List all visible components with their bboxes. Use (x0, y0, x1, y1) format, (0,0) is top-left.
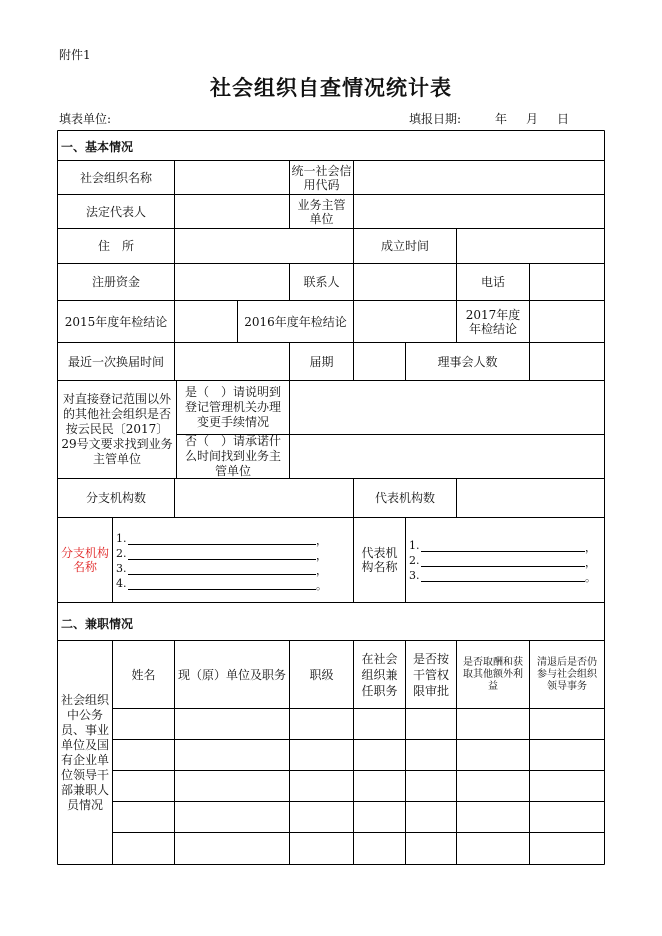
section2-title: 二、兼职情况 (61, 617, 134, 631)
branch-count-label: 分支机构数 (85, 491, 146, 505)
phone-label: 电话 (480, 275, 505, 289)
established-label: 成立时间 (380, 239, 429, 253)
day-label: 日 (557, 112, 570, 126)
yes-option: 是（ ）请说明到登记管理机关办理变更手续情况 (184, 385, 281, 429)
rep-item-3-num: 3. (409, 569, 420, 582)
rep-item-2-end: ， (585, 556, 596, 569)
branch-names-label: 分支机构名称 (61, 546, 110, 574)
check2015-label: 2015年度年检结论 (64, 314, 168, 329)
supervisor-label: 业务主管单位 (297, 197, 346, 226)
attachment-label: 附件1 (59, 48, 91, 62)
rep-names-label: 代表机构名称 (361, 546, 398, 574)
check2016-label: 2016年度年检结论 (244, 314, 347, 329)
section1-title: 一、基本情况 (61, 140, 134, 154)
credit-code-label: 统一社会信用代码 (291, 163, 352, 192)
fill-date-label: 填报日期: (409, 112, 462, 126)
rep-item-3-end: 。 (585, 571, 596, 584)
rep-item-2-num: 2. (409, 554, 420, 567)
branch-item-2-end: ， (316, 549, 327, 562)
page-title: 社会组织自查情况统计表 (210, 76, 452, 100)
branch-item-1-num: 1. (116, 532, 127, 545)
branch-item-1-line[interactable] (128, 544, 316, 545)
address-label: 住 所 (97, 239, 134, 253)
term-label: 届期 (309, 354, 334, 369)
col-name: 姓名 (131, 667, 156, 682)
last-election-label: 最近一次换届时间 (67, 354, 164, 369)
council-count-label: 理事会人数 (437, 354, 498, 369)
scope-question: 对直接登记范围以外的其他社会组织是否按云民民〔2017〕29号文要求找到业务主管单位 (61, 392, 173, 466)
rep-count-label: 代表机构数 (374, 491, 435, 505)
col-org-position: 在社会组织兼任职务 (361, 651, 398, 698)
branch-item-2-line[interactable] (128, 559, 316, 560)
part-time-row-label: 社会组织中公务员、事业单位及国有企业单位领导干部兼职人员情况 (61, 692, 110, 812)
branch-item-4-num: 4. (116, 577, 127, 590)
branch-item-3-line[interactable] (128, 574, 316, 575)
col-paid: 是否取酬和获取其他额外利益 (463, 656, 523, 692)
no-option: 否（ ）请承诺什么时间找到业务主管单位 (184, 434, 281, 478)
year-label: 年 (495, 112, 508, 126)
branch-item-4-line[interactable] (128, 589, 316, 590)
branch-item-2-num: 2. (116, 547, 127, 560)
col-unit-position: 现（原）单位及职务 (177, 667, 286, 682)
legal-rep-label: 法定代表人 (85, 204, 146, 219)
branch-item-3-num: 3. (116, 562, 127, 575)
rep-item-3-line[interactable] (421, 581, 585, 582)
rep-item-1-line[interactable] (421, 551, 585, 552)
contact-label: 联系人 (303, 275, 340, 289)
col-retired: 清退后是否仍参与社会组织领导事务 (537, 656, 597, 692)
rep-item-1-num: 1. (409, 539, 420, 552)
rep-item-2-line[interactable] (421, 566, 585, 567)
fill-unit-label: 填表单位: (59, 112, 112, 126)
capital-label: 注册资金 (91, 275, 140, 289)
branch-item-1-end: ， (316, 534, 327, 547)
check2017-label: 2017年度年检结论 (465, 307, 521, 336)
branch-item-3-end: ， (316, 564, 327, 577)
month-label: 月 (526, 112, 539, 126)
org-name-label: 社会组织名称 (79, 170, 152, 185)
rep-item-1-end: ， (585, 541, 596, 554)
col-approved: 是否按干管权限审批 (412, 651, 449, 698)
col-level: 职级 (309, 667, 334, 682)
branch-item-4-end: 。 (316, 579, 327, 592)
